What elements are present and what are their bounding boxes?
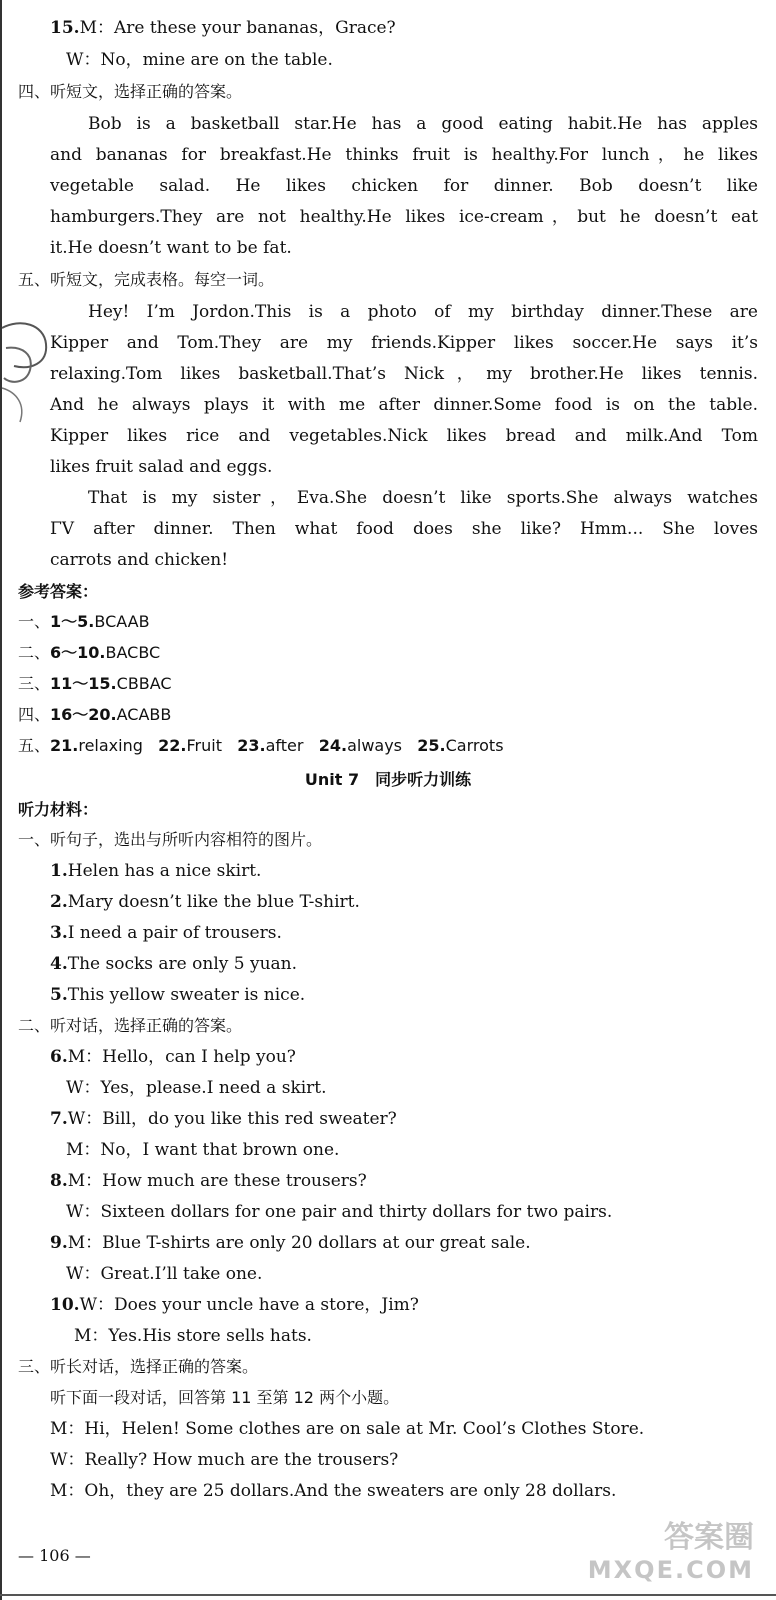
passage-line: Kipper and Tom.They are my friends.Kipper likes soccer.He says it’s bbox=[50, 333, 758, 353]
dialogue-line: W：Great.I’ll take one. bbox=[66, 1264, 263, 1284]
passage-line: and bananas for breakfast.He thinks fruit is healthy.For lunch，he likes bbox=[50, 145, 758, 165]
passage-line: vegetable salad. He likes chicken for dinner. Bob doesn’t like bbox=[50, 176, 758, 196]
passage-line: hamburgers.They are not healthy.He likes ice-cream，but he doesn’t eat bbox=[50, 207, 758, 227]
dialogue-line: W：No，mine are on the table. bbox=[66, 50, 333, 70]
dialogue-line: M：Hi，Helen! Some clothes are on sale at Mr. Cool’s Clothes Store. bbox=[50, 1419, 645, 1439]
passage-line: And he always plays it with me after dinner.Some food is on the table. bbox=[50, 395, 758, 415]
instruction-line: 听下面一段对话，回答第 11 至第 12 两个小题。 bbox=[50, 1388, 400, 1407]
passage-line: That is my sister，Eva.She doesn’t like sports.She always watches bbox=[88, 488, 758, 508]
unit-title: Unit 7 同步听力训练 bbox=[304, 770, 472, 789]
page-bottom-border bbox=[0, 1594, 776, 1596]
dialogue-line: M：Yes.His store sells hats. bbox=[74, 1326, 312, 1346]
dialogue-line: W：Yes，please.I need a skirt. bbox=[66, 1078, 327, 1098]
sentence-item: 5.This yellow sweater is nice. bbox=[50, 985, 306, 1005]
materials-heading: 听力材料： bbox=[18, 800, 99, 819]
passage-line: Hey! I’m Jordon.This is a photo of my birthday dinner.These are bbox=[88, 302, 758, 322]
section-heading-3: 三、听长对话，选择正确的答案。 bbox=[18, 1357, 259, 1376]
dialogue-line: W：Really? How much are the trousers? bbox=[50, 1450, 399, 1470]
passage-line: it.He doesn’t want to be fat. bbox=[50, 238, 292, 258]
answers-heading: 参考答案： bbox=[18, 582, 99, 601]
section-heading-5: 五、听短文，完成表格。每空一词。 bbox=[18, 270, 275, 289]
passage-line: likes fruit salad and eggs. bbox=[50, 457, 273, 477]
dialogue-line: M：Oh，they are 25 dollars.And the sweaters are only 28 dollars. bbox=[50, 1481, 617, 1501]
dialogue-line-15: 15.M：Are these your bananas，Grace? bbox=[50, 18, 396, 38]
section-heading-2: 二、听对话，选择正确的答案。 bbox=[18, 1016, 243, 1035]
dialogue-item: 6.M：Hello，can I help you? bbox=[50, 1047, 296, 1067]
dialogue-item: 9.M：Blue T-shirts are only 20 dollars at our great sale. bbox=[50, 1233, 531, 1253]
watermark-url: MXQE.COM bbox=[587, 1556, 754, 1584]
answer-row-3: 三、11～15.CBBAC bbox=[18, 674, 172, 693]
dialogue-item: 7.W：Bill，do you like this red sweater? bbox=[50, 1109, 397, 1129]
passage-line: carrots and chicken! bbox=[50, 550, 229, 570]
sentence-item: 4.The socks are only 5 yuan. bbox=[50, 954, 298, 974]
answer-row-2: 二、6～10.BACBC bbox=[18, 643, 161, 662]
section-heading-1: 一、听句子，选出与所听内容相符的图片。 bbox=[18, 830, 323, 849]
answer-row-5: 五、21.relaxing 22.Fruit 23.after 24.always 25.Carrots bbox=[18, 736, 504, 755]
page-left-border bbox=[0, 0, 2, 1600]
passage-line: Bob is a basketball star.He has a good eating habit.He has apples bbox=[88, 114, 758, 134]
dialogue-item: 10.W：Does your uncle have a store，Jim? bbox=[50, 1295, 419, 1315]
sentence-item: 2.Mary doesn’t like the blue T-shirt. bbox=[50, 892, 360, 912]
page-number: — 106 — bbox=[18, 1546, 91, 1565]
dialogue-item: 8.M：How much are these trousers? bbox=[50, 1171, 367, 1191]
sentence-item: 1.Helen has a nice skirt. bbox=[50, 861, 262, 881]
passage-line: relaxing.Tom likes basketball.That’s Nick，my brother.He likes tennis. bbox=[50, 364, 758, 384]
sentence-item: 3.I need a pair of trousers. bbox=[50, 923, 282, 943]
answer-row-1: 一、1～5.BCAAB bbox=[18, 612, 150, 631]
passage-line: ΓV after dinner. Then what food does she like? Hmm... She loves bbox=[50, 519, 758, 539]
section-heading-4: 四、听短文，选择正确的答案。 bbox=[18, 82, 243, 101]
dialogue-line: M：No，I want that brown one. bbox=[66, 1140, 340, 1160]
watermark-logo: 答案圈 bbox=[664, 1520, 754, 1555]
dialogue-line: W：Sixteen dollars for one pair and thirty dollars for two pairs. bbox=[66, 1202, 613, 1222]
answer-row-4: 四、16～20.ACABB bbox=[18, 705, 172, 724]
edge-illustration bbox=[0, 318, 52, 428]
passage-line: Kipper likes rice and vegetables.Nick likes bread and milk.And Tom bbox=[50, 426, 758, 446]
